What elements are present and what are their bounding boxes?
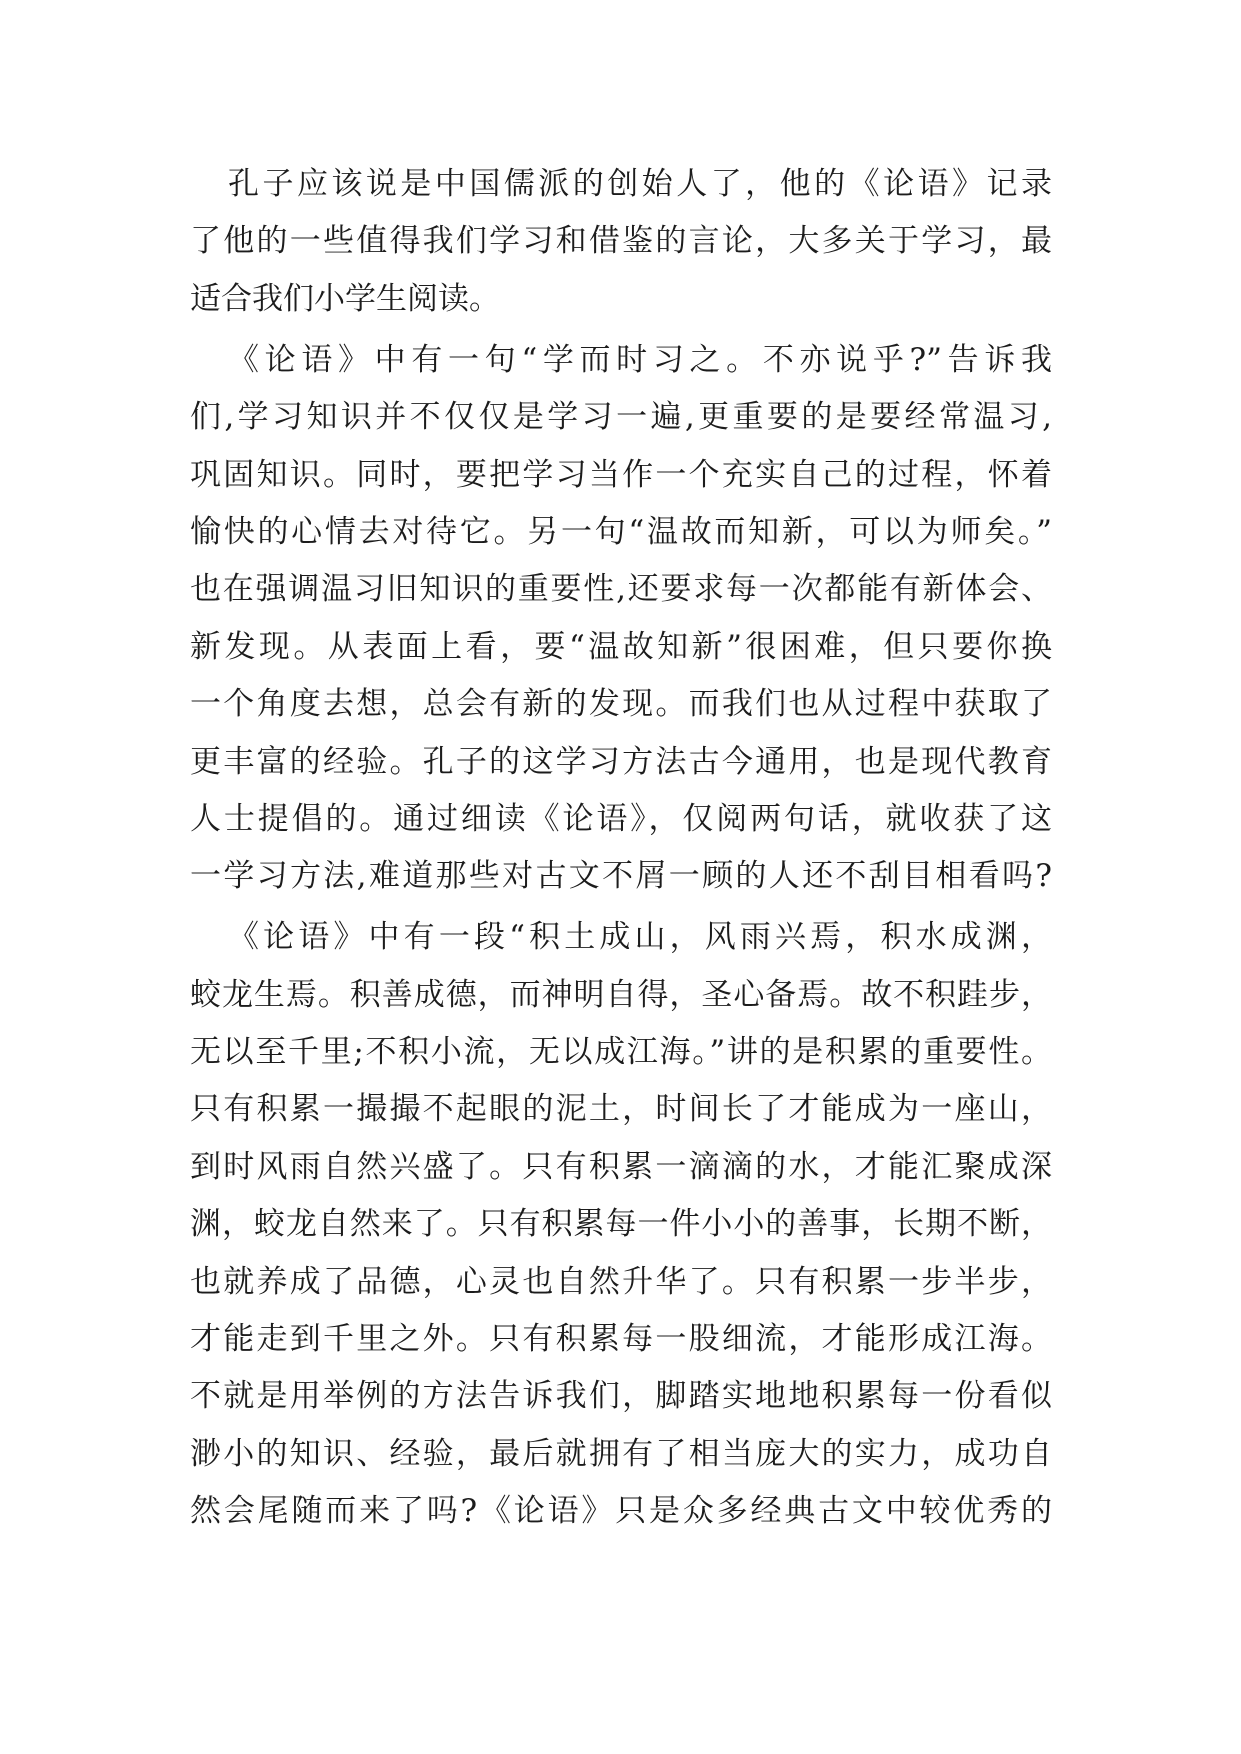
text-line: 新发现。从表面上看，要“温故知新”很困难，但只要你换 — [190, 628, 1052, 665]
text-line: 渺小的知识、经验，最后就拥有了相当庞大的实力，成功自 — [190, 1435, 1052, 1472]
text-line: 渊，蛟龙自然来了。只有积累每一件小小的善事，长期不断， — [190, 1206, 1052, 1243]
text-line: 愉快的心情去对待它。另一句“温故而知新，可以为师矣。” — [190, 513, 1052, 550]
text-line: 一个角度去想，总会有新的发现。而我们也从过程中获取了 — [190, 686, 1052, 723]
text-line: 孔子应该说是中国儒派的创始人了，他的《论语》记录 — [228, 166, 1052, 202]
text-line: 《论语》中有一段“积土成山，风雨兴焉，积水成渊， — [228, 919, 1052, 956]
text-line: 蛟龙生焉。积善成德，而神明自得，圣心备焉。故不积跬步， — [190, 976, 1052, 1013]
text-line: 不就是用举例的方法告诉我们，脚踏实地地积累每一份看似 — [190, 1378, 1052, 1415]
text-line: 巩固知识。同时，要把学习当作一个充实自己的过程，怀着 — [190, 456, 1052, 493]
text-line: 《论语》中有一句“学而时习之。不亦说乎?”告诉我 — [228, 341, 1052, 378]
text-line: 无以至千里;不积小流，无以成江海。”讲的是积累的重要性。 — [190, 1034, 1052, 1071]
text-line: 一学习方法,难道那些对古文不屑一顾的人还不刮目相看吗? — [190, 858, 1052, 895]
text-line: 到时风雨自然兴盛了。只有积累一滴滴的水，才能汇聚成深 — [190, 1148, 1052, 1185]
text-line: 也在强调温习旧知识的重要性,还要求每一次都能有新体会、 — [190, 571, 1052, 608]
document-body — [190, 156, 1052, 1541]
text-line: 更丰富的经验。孔子的这学习方法古今通用，也是现代教育 — [190, 743, 1052, 780]
text-line: 适合我们小学生阅读。 — [190, 280, 500, 317]
text-line: 们,学习知识并不仅仅是学习一遍,更重要的是要经常温习, — [190, 399, 1052, 436]
text-line: 只有积累一撮撮不起眼的泥土，时间长了才能成为一座山， — [190, 1091, 1052, 1128]
text-line: 然会尾随而来了吗?《论语》只是众多经典古文中较优秀的 — [190, 1493, 1052, 1530]
paragraph — [190, 909, 1052, 1540]
paragraph — [190, 156, 1052, 328]
text-line: 也就养成了品德，心灵也自然升华了。只有积累一步半步， — [190, 1263, 1052, 1300]
text-line: 人士提倡的。通过细读《论语》，仅阅两句话，就收获了这 — [190, 800, 1052, 837]
text-line: 了他的一些值得我们学习和借鉴的言论，大多关于学习，最 — [190, 223, 1052, 260]
paragraph — [190, 332, 1052, 906]
text-line: 才能走到千里之外。只有积累每一股细流，才能形成江海。 — [190, 1321, 1052, 1357]
